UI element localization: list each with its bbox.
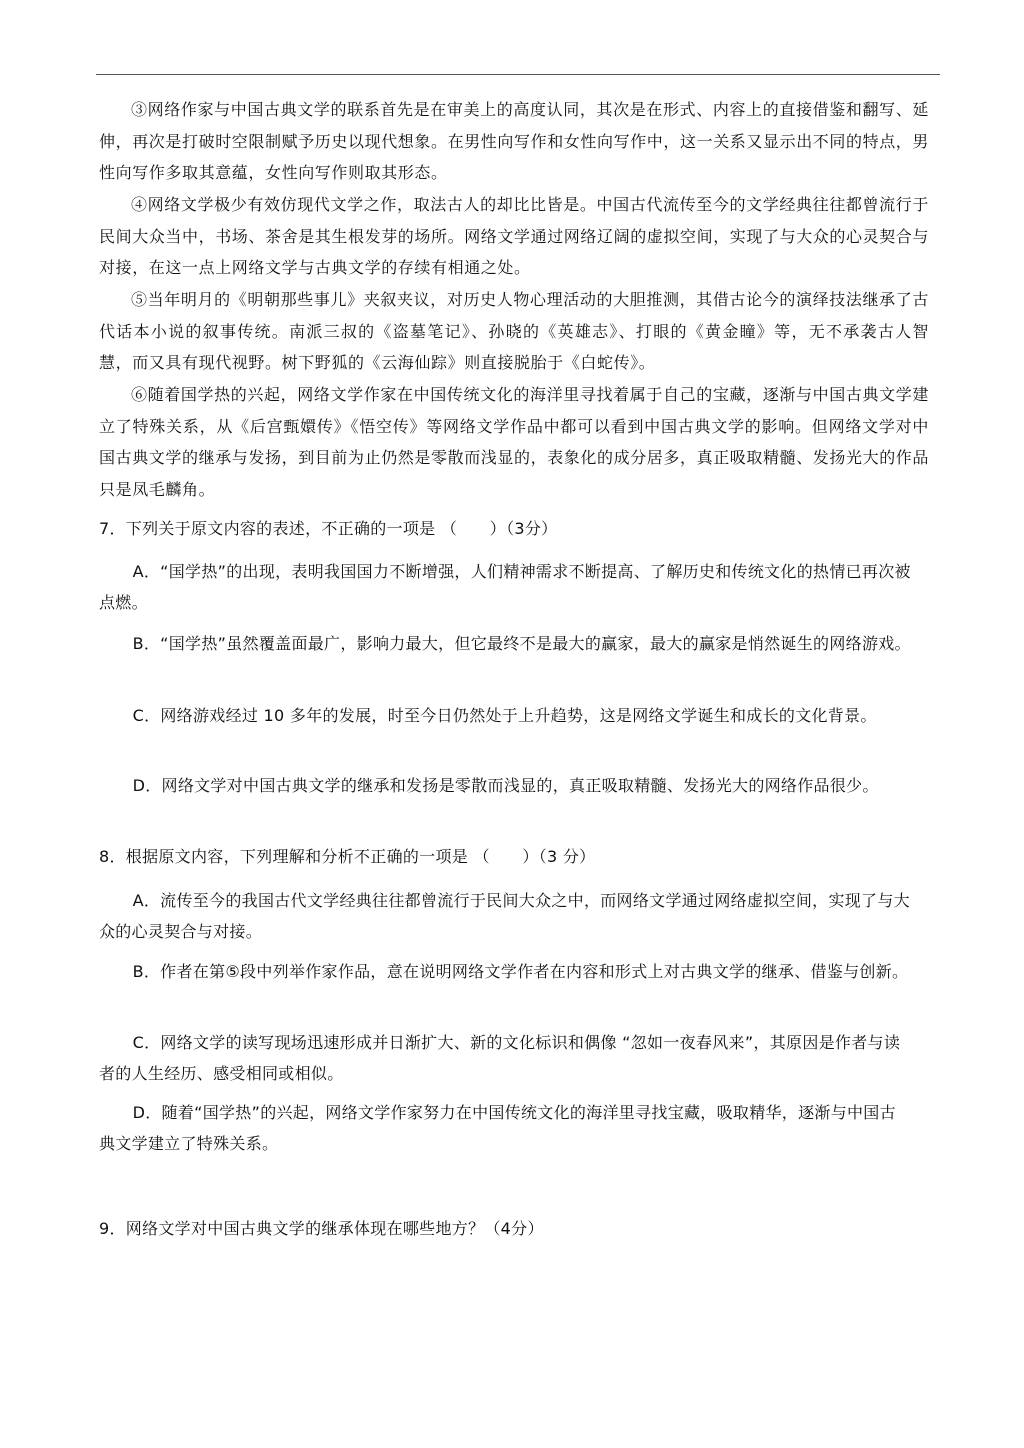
question-7-option-c: C．网络游戏经过 10 多年的发展，时至今日仍然处于上升趋势，这是网络文学诞生和成长的文化背景。: [132, 706, 877, 725]
question-7-stem: 7．下列关于原文内容的表述，不正确的一项是 （ ）（3分）: [99, 519, 558, 538]
question-7-option-a: A．“国学热”的出现，表明我国国力不断增强，人们精神需求不断提高、了解历史和传统文化的热情已再次被点燃。: [99, 562, 911, 612]
question-8-stem: 8．根据原文内容，下列理解和分析不正确的一项是 （ ）（3 分）: [99, 847, 596, 866]
question-7-option-b: B．“国学热”虽然覆盖面最广，影响力最大，但它最终不是最大的赢家，最大的赢家是悄然诞生的网络游戏。: [132, 634, 911, 653]
question-8-option-a: A．流传至今的我国古代文学经典往往都曾流行于民间大众之中，而网络文学通过网络虚拟空间，实现了与大众的心灵契合与对接。: [99, 891, 910, 941]
question-8-option-d: D．随着“国学热”的兴起，网络文学作家努力在中国传统文化的海洋里寻找宝藏，吸取精华，逐渐与中国古典文学建立了特殊关系。: [99, 1103, 896, 1153]
header-rule: [96, 74, 940, 75]
passage-paragraph-6: ⑥随着国学热的兴起，网络文学作家在中国传统文化的海洋里寻找着属于自己的宝藏，逐渐与中国古典文学建立了特殊关系，从《后宫甄嬛传》《悟空传》等网络文学作品中都可以看到中国古典文学的影响。但网络文学对中国古典文学的继承与发扬，到目前为止仍然是零散而浅显的，表象化的成分居多，真正吸取精髓、发扬光大的作品只是凤毛麟角。: [99, 385, 930, 499]
question-8-option-c: C．网络文学的读写现场迅速形成并日渐扩大、新的文化标识和偶像 “忽如一夜春风来”，其原因是作者与读者的人生经历、感受相同或相似。: [99, 1033, 901, 1083]
passage-paragraph-3: ③网络作家与中国古典文学的联系首先是在审美上的高度认同，其次是在形式、内容上的直接借鉴和翻写、延伸，再次是打破时空限制赋予历史以现代想象。在男性向写作和女性向写作中，这一关系又显示出不同的特点，男性向写作多取其意蕴，女性向写作则取其形态。: [99, 100, 930, 182]
question-9-stem: 9．网络文学对中国古典文学的继承体现在哪些地方？（4分）: [99, 1219, 544, 1238]
question-7-option-d: D．网络文学对中国古典文学的继承和发扬是零散而浅显的，真正吸取精髓、发扬光大的网络作品很少。: [132, 776, 879, 795]
question-8-option-b: B．作者在第⑤段中列举作家作品，意在说明网络文学作者在内容和形式上对古典文学的继承、借鉴与创新。: [132, 962, 909, 981]
passage-paragraph-5: ⑤当年明月的《明朝那些事儿》夹叙夹议，对历史人物心理活动的大胆推测，其借古论今的演绎技法继承了古代话本小说的叙事传统。南派三叔的《盗墓笔记》、孙晓的《英雄志》、打眼的《黄金瞳》等，无不承袭古人智慧，而又具有现代视野。树下野狐的《云海仙踪》则直接脱胎于《白蛇传》。: [99, 290, 929, 372]
passage-paragraph-4: ④网络文学极少有效仿现代文学之作，取法古人的却比比皆是。中国古代流传至今的文学经典往往都曾流行于民间大众当中，书场、茶舍是其生根发芽的场所。网络文学通过网络辽阔的虚拟空间，实现了与大众的心灵契合与对接，在这一点上网络文学与古典文学的存续有相通之处。: [99, 195, 930, 277]
